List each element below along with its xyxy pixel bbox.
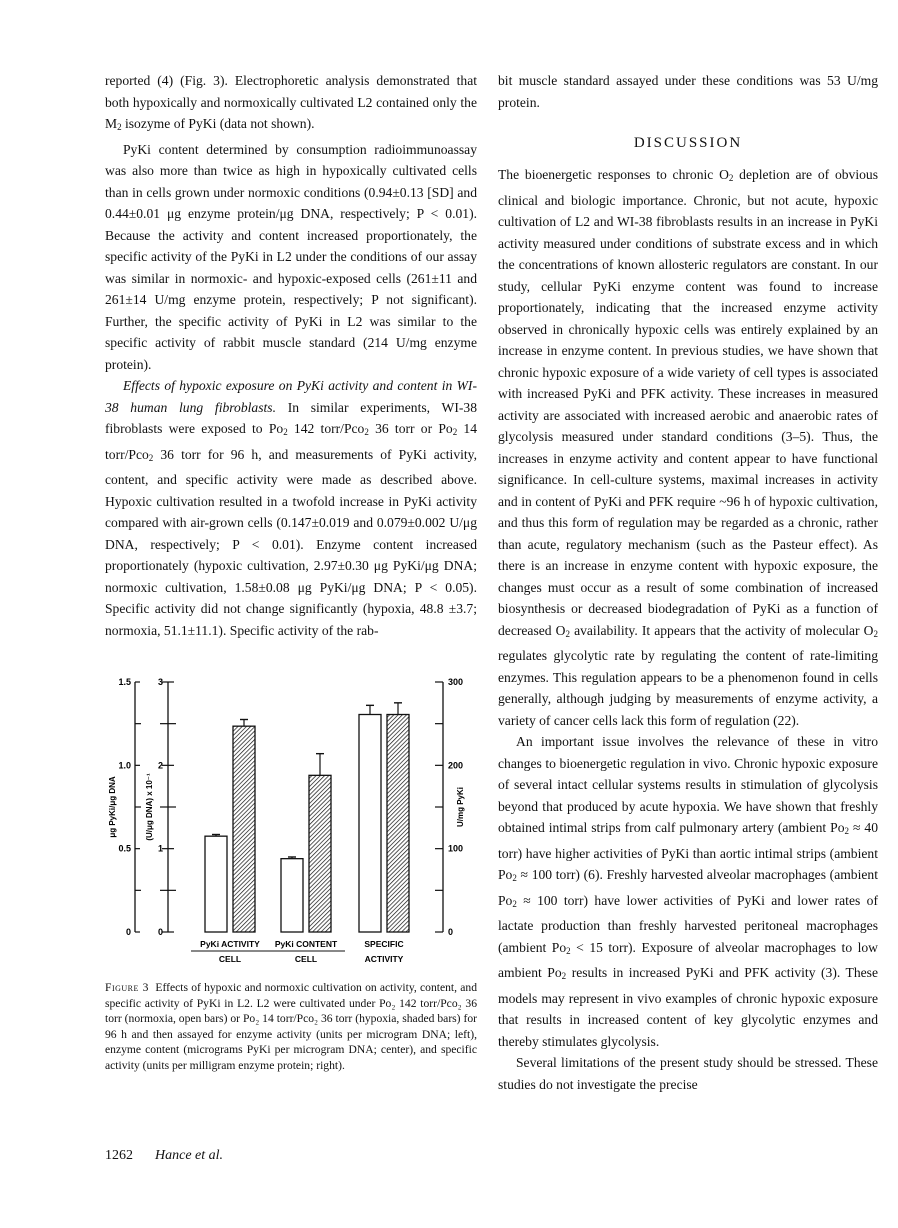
left-outer-tick-label: 1.0: [118, 760, 131, 771]
category-label: PyKi ACTIVITY: [200, 939, 260, 949]
paragraph: Several limitations of the present study should be stressed. These studies do not investigate the precise: [498, 1055, 878, 1092]
caption-label: Figure 3: [105, 981, 149, 994]
bar-chart: [105, 668, 477, 978]
left-outer-tick-label: 0.5: [118, 843, 131, 854]
bar-normoxia: [281, 859, 303, 932]
left-column: [105, 70, 477, 641]
page-footer: [105, 1148, 223, 1164]
right-tick-label: 100: [448, 843, 464, 854]
bar-hypoxia: [233, 726, 255, 932]
right-tick-label: 0: [448, 927, 454, 937]
category-label: CELL: [218, 954, 242, 964]
right-axis-label: U/mg PyKi: [456, 786, 465, 828]
right-tick-label: 200: [448, 760, 464, 771]
bar-hypoxia: [387, 715, 409, 933]
category-label: SPECIFIC: [364, 939, 404, 949]
left-outer-tick-label: 0: [125, 927, 131, 937]
figure-3-chart: [105, 668, 477, 978]
category-label: ACTIVITY: [364, 954, 404, 964]
left-inner-tick-label: 2: [157, 760, 163, 771]
section-heading: DISCUSSION: [633, 135, 743, 151]
bar-normoxia: [359, 715, 381, 933]
left-inner-tick-label: 0: [157, 927, 163, 937]
paragraph: PyKi content determined by consumption radioimmunoassay was also more than twice as high in hypoxically cultivated cells than in cells grown under normoxic conditions (0.94±0.13 [SD] and 0.44±0.01 μg enzyme protein/μg DNA, respectively; P < 0.01). Because the activity and content increased proportionately, the specific activity of the PyKi in L2 under the conditions of our assay was similar in normoxic- and hypoxic-exposed cells (261±11 and 261±14 U/mg enzyme protein, respectively; P not significant). Further, the specific activity of PyKi in L2 was similar to the specific activity of rabbit muscle standard (214 U/mg enzyme protein).: [105, 141, 477, 372]
right-tick-label: 300: [448, 677, 464, 687]
left-inner-tick-label: 3: [157, 677, 163, 687]
bar-normoxia: [205, 836, 227, 932]
running-author: Hance et al.: [155, 1148, 224, 1163]
left-inner-tick-label: 1: [157, 843, 163, 854]
left-inner-axis-label: (U/μg DNA) x 10⁻¹: [145, 773, 154, 841]
subsection-title: Effects of hypoxic exposure on PyKi activity and content in WI-38 human lung fibroblasts.: [105, 378, 477, 415]
category-label: PyKi CONTENT: [274, 939, 338, 949]
paragraph: reported (4) (Fig. 3). Electrophoretic analysis demonstrated that both hypoxically and normoxically cultivated L2 contained only the $M_2$ isozyme of PyKi (data not shown).: [105, 73, 477, 132]
category-label: CELL: [294, 954, 318, 964]
paragraph: The bioenergetic responses to chronic $O_2$ depletion are of obvious clinical and biologic importance. Chronic, but not acute, hypoxic cultivation of L2 and WI-38 fibroblasts results in an increase in PyKi activity measured under conditions of substrate excess and in which the concentrations of known allosteric regulators are constant. In our study, cellular PyKi enzyme content was found to increase proportionately, indicating that the increased enzyme activity observed in chronically hypoxic cells was entirely explained by an increase in enzyme content. In previous studies, we have shown that chronic hypoxic exposure of a wide variety of cell types is associated with increased PyKi and PFK activity. These increases in measured activity are associated with increased aerobic and anaerobic rates of glycolysis measured under standard conditions (3–5). Thus, the increases in enzyme activity and content appear to have functional significance. In cell-culture systems, maximal increases in activity and in content of PyKi and PFK require ~96 h of hypoxic cultivation, and thus this form of regulation may be regarded as a chronic, rather than acute, regulatory mechanism (such as the Pasteur effect). As there is an increase in enzyme content with hypoxic exposure, the changes must occur as a result of some combination of increased biosynthesis or decreased biodegradation of PyKi as a function of decreased $O_2$ availability. It appears that the activity of molecular $O_2$ regulates glycolytic rate by regulating the content of rate-limiting enzymes. This regulation appears to be a phenomenon found in cells generally, although judging by measurements of enzyme activity, a variety of cancer cells lack this form of regulation (22).: [498, 167, 878, 728]
figure-caption: [105, 980, 477, 1074]
paragraph: bit muscle standard assayed under these conditions was 53 U/mg protein.: [498, 73, 878, 110]
right-column: [498, 70, 878, 1095]
paragraph: Effects of hypoxic exposure on PyKi activity and content in WI-38 human lung fibroblasts. In similar experiments, WI-38 fibroblasts were exposed to $Po_2$ 142 torr/Pco$_2$ 36 torr or $Po_2$ 14 torr/Pco$_2$ 36 torr for 96 h, and measurements of PyKi activity, content, and specific activity were made as described above. Hypoxic cultivation resulted in a twofold increase in PyKi activity compared with air-grown cells (0.147±0.019 and 0.079±0.002 U/μg DNA, respectively; P < 0.01). Enzyme content increased proportionately (hypoxic cultivation, 2.97±0.30 μg PyKi/μg DNA; normoxic cultivation, 1.58±0.08 μg PyKi/μg DNA; P < 0.05). Specific activity did not change significantly (hypoxia, 48.8 ±3.7; normoxia, 51.1±11.1). Specific activity of the rab-: [105, 378, 478, 638]
left-outer-tick-label: 1.5: [118, 677, 131, 687]
bar-hypoxia: [309, 775, 331, 932]
paragraph: An important issue involves the relevance of these in vitro changes to bioenergetic regulation in vivo. Chronic hypoxic exposure of several intact cellular systems results in stimulation of glycolysis beyond that produced by acute hypoxia. We have shown that freshly obtained intimal strips from calf pulmonary artery (ambient $Po_2 \approx 40$ torr) have higher activities of PyKi than aortic intimal strips (ambient $Po_2 \approx 100$ torr) (6). Freshly harvested alveolar macrophages (ambient $Po_2 \approx 100$ torr) have lower activities of PyKi and lower rates of lactate production than freshly harvested peritoneal macrophages (ambient $Po_2 < 15$ torr). Exposure of alveolar macrophages to low ambient $Po_2$ results in increased PyKi and PFK activity (3). These models may represent in vivo examples of chronic hypoxic exposure that results in increased content of key glycolytic enzymes and thereby stimulates glycolysis.: [498, 734, 879, 1049]
left-outer-axis-label: μg PyKi/μg DNA: [108, 776, 117, 838]
page-number: 1262: [105, 1148, 133, 1163]
caption-text: Effects of hypoxic and normoxic cultivation on activity, content, and specific activity of PyKi in L2. L2 were cultivated under Po₂ 142 torr/Pco₂ 36 torr (normoxia, open bars) or Po₂ 14 torr/Pco₂ 36 torr (hypoxia, shaded bars) for 96 h and then assayed for enzyme activity (units per microgram DNA; left), enzyme content (micrograms PyKi per microgram DNA; center), and specific activity (units per milligram enzyme protein; right).: [105, 981, 477, 1072]
